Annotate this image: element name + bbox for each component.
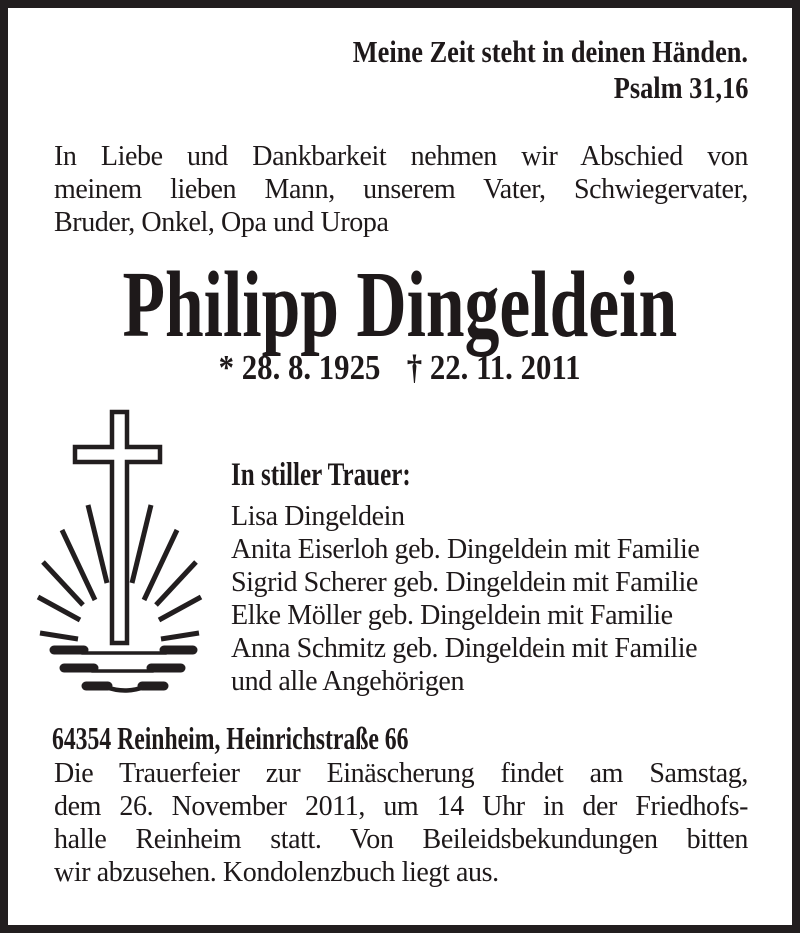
funeral-notice — [54, 757, 748, 889]
notice-line: wir abzusehen. Kondolenzbuch liegt aus. — [54, 857, 499, 888]
mourner-name: Elke Möller geb. Dingeldein mit Familie — [231, 600, 673, 631]
mourner-name: Anna Schmitz geb. Dingeldein mit Familie — [231, 633, 698, 664]
notice-line: Die Trauerfeier zur Einäscherung findet am Samstag, — [54, 758, 748, 789]
mourners-heading: In stiller Trauer: — [231, 457, 411, 493]
life-dates — [8, 348, 792, 388]
birth-date: * 28. 8. 1925 — [219, 348, 381, 387]
mourner-name: und alle Angehörigen — [231, 666, 465, 697]
intro-line: In Liebe und Dankbarkeit nehmen wir Abschied von — [54, 141, 748, 172]
death-date: † 22. 11. 2011 — [407, 348, 581, 387]
psalm-quote — [283, 34, 748, 106]
mourner-name: Anita Eiserloh geb. Dingeldein mit Familie — [231, 534, 700, 565]
cross-with-rays-icon — [30, 400, 220, 700]
intro-line: meinem lieben Mann, unserem Vater, Schwiegervater, — [54, 174, 748, 205]
address-line: 64354 Reinheim, Heinrichstraße 66 — [52, 720, 409, 756]
deceased-name: Philipp Dingeldein — [122, 253, 678, 357]
mourners-list — [231, 500, 699, 698]
intro-paragraph — [54, 140, 748, 239]
notice-line: dem 26. November 2011, um 14 Uhr in der Friedhofs- — [54, 791, 748, 822]
quote-line: Meine Zeit steht in deinen Händen. — [352, 34, 748, 69]
psalm-reference: Psalm 31,16 — [613, 70, 748, 105]
intro-line: Bruder, Onkel, Opa und Uropa — [54, 207, 389, 238]
mourner-name: Sigrid Scherer geb. Dingeldein mit Familie — [231, 567, 698, 598]
notice-line: halle Reinheim statt. Von Beileidsbekundungen bitten — [54, 824, 748, 855]
mourner-name: Lisa Dingeldein — [231, 501, 405, 532]
